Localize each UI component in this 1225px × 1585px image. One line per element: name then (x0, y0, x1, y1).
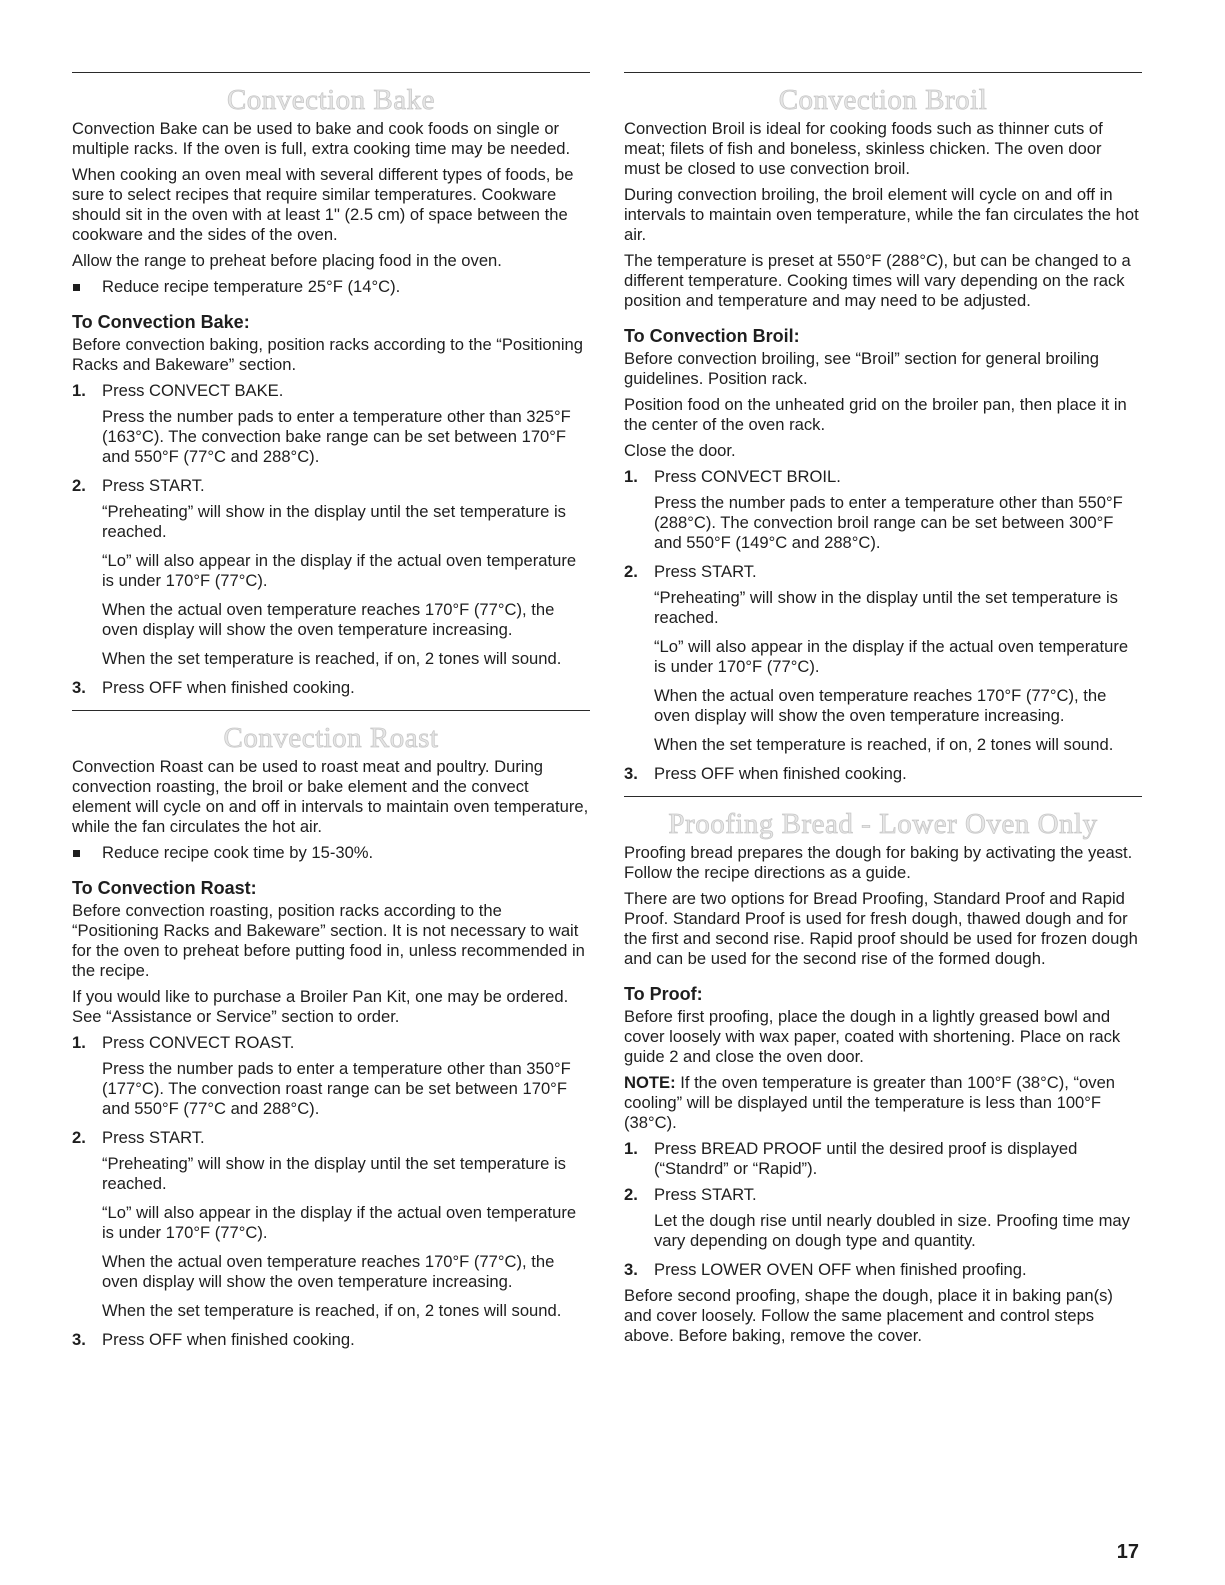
step-item (72, 381, 590, 401)
step-text: Press START. (102, 1128, 205, 1147)
step-detail: When the set temperature is reached, if on, 2 tones will sound. (102, 1301, 562, 1320)
step-detail: “Preheating” will show in the display until the set temperature is reached. (102, 502, 566, 541)
bullet-item (72, 843, 590, 863)
note-label: NOTE: (624, 1073, 676, 1092)
paragraph: Before second proofing, shape the dough, place it in baking pan(s) and cover loosely. Follow the same placement and control steps above. Before baking, remove the cover. (624, 1286, 1113, 1345)
step-detail: “Lo” will also appear in the display if the actual oven temperature is under 170°F (77°C). (654, 637, 1129, 676)
left-column (72, 0, 590, 1356)
step-item (72, 476, 590, 496)
step-text: Press START. (654, 562, 757, 581)
step-number: 2. (624, 1185, 638, 1204)
subheading-to-convection-roast: To Convection Roast: (72, 878, 257, 898)
page-number: 17 (1116, 1541, 1139, 1563)
step-detail: “Preheating” will show in the display until the set temperature is reached. (654, 588, 1118, 627)
paragraph: Convection Bake can be used to bake and cook foods on single or multiple racks. If the oven is full, extra cooking time may be needed. (72, 119, 571, 158)
step-number: 2. (72, 1128, 86, 1147)
step-detail: When the set temperature is reached, if on, 2 tones will sound. (654, 735, 1114, 754)
step-number: 3. (72, 678, 86, 697)
step-item (624, 764, 1142, 784)
step-text: Press CONVECT BROIL. (654, 467, 841, 486)
paragraph: If you would like to purchase a Broiler Pan Kit, one may be ordered. See “Assistance or Service” section to order. (72, 987, 569, 1026)
step-number: 2. (624, 562, 638, 581)
paragraph: Position food on the unheated grid on the broiler pan, then place it in the center of the oven rack. (624, 395, 1127, 434)
square-bullet-icon (73, 850, 80, 857)
section-divider (72, 72, 590, 73)
paragraph: Before convection broiling, see “Broil” section for general broiling guidelines. Position rack. (624, 349, 1100, 388)
step-number: 3. (624, 764, 638, 783)
section-divider (624, 796, 1142, 797)
subheading-to-proof: To Proof: (624, 984, 703, 1004)
paragraph: Before convection baking, position racks according to the “Positioning Racks and Bakeware” section. (72, 335, 584, 374)
step-item (72, 1330, 590, 1350)
step-number: 2. (72, 476, 86, 495)
step-number: 3. (624, 1260, 638, 1279)
section-title-convection-broil: Convection Broil (778, 84, 988, 116)
step-text: Press START. (654, 1185, 757, 1204)
subheading-to-convection-bake: To Convection Bake: (72, 312, 250, 332)
step-item (72, 678, 590, 698)
step-item (624, 562, 1142, 582)
step-number: 1. (624, 1139, 638, 1158)
step-number: 3. (72, 1330, 86, 1349)
paragraph: Before first proofing, place the dough in a lightly greased bowl and cover loosely with wax paper, coated with shortening. Place on rack guide 2 and close the oven door. (624, 1007, 1121, 1066)
step-item (624, 467, 1142, 487)
step-item (624, 1139, 1142, 1179)
step-detail: Press the number pads to enter a temperature other than 325°F (163°C). The convection bake range can be set between 170°F and 550°F (77°C and 288°C). (102, 407, 571, 466)
step-detail: “Lo” will also appear in the display if the actual oven temperature is under 170°F (77°C). (102, 1203, 577, 1242)
step-detail: When the actual oven temperature reaches 170°F (77°C), the oven display will show the oven temperature increasing. (102, 1252, 555, 1291)
step-number: 1. (72, 1033, 86, 1052)
right-column (624, 0, 1142, 1352)
step-item (72, 1033, 590, 1053)
bullet-text: Reduce recipe temperature 25°F (14°C). (102, 277, 401, 296)
step-detail: Let the dough rise until nearly doubled in size. Proofing time may vary depending on dough type and quantity. (654, 1211, 1130, 1250)
note-text: If the oven temperature is greater than 100°F (38°C), “oven cooling” will be displayed until the temperature is less than 100°F (38°C). (624, 1073, 1116, 1132)
step-text: Press CONVECT BAKE. (102, 381, 284, 400)
section-divider (624, 72, 1142, 73)
bullet-text: Reduce recipe cook time by 15-30%. (102, 843, 374, 862)
paragraph: Close the door. (624, 441, 736, 460)
step-detail: “Preheating” will show in the display until the set temperature is reached. (102, 1154, 566, 1193)
step-detail: When the actual oven temperature reaches 170°F (77°C), the oven display will show the oven temperature increasing. (654, 686, 1107, 725)
paragraph: Convection Broil is ideal for cooking foods such as thinner cuts of meat; filets of fish and boneless, skinless chicken. The oven door must be closed to use convection broil. (624, 119, 1103, 178)
step-detail: “Lo” will also appear in the display if the actual oven temperature is under 170°F (77°C). (102, 551, 577, 590)
step-number: 1. (624, 467, 638, 486)
step-text: Press OFF when finished cooking. (102, 678, 355, 697)
paragraph: There are two options for Bread Proofing, Standard Proof and Rapid Proof. Standard Proof is used for fresh dough, thawed dough and for the first and second rise. Rapid proof should be used for frozen dough and can be used for the second rise of the formed dough. (624, 889, 1138, 968)
step-detail: Press the number pads to enter a temperature other than 350°F (177°C). The convection roast range can be set between 170°F and 550°F (77°C and 288°C). (102, 1059, 571, 1118)
step-text: Press OFF when finished cooking. (102, 1330, 355, 1349)
step-text: Press START. (102, 476, 205, 495)
step-item (624, 1185, 1142, 1205)
square-bullet-icon (73, 284, 80, 291)
section-title-convection-bake: Convection Bake (226, 84, 436, 116)
step-text: Press OFF when finished cooking. (654, 764, 907, 783)
step-item (624, 1260, 1142, 1280)
step-item (72, 1128, 590, 1148)
step-text: Press CONVECT ROAST. (102, 1033, 295, 1052)
note-paragraph (624, 1073, 1142, 1133)
section-divider (72, 710, 590, 711)
step-number: 1. (72, 381, 86, 400)
step-text: Press LOWER OVEN OFF when finished proofing. (654, 1260, 1027, 1279)
step-detail: Press the number pads to enter a temperature other than 550°F (288°C). The convection broil range can be set between 300°F and 550°F (149°C and 288°C). (654, 493, 1123, 552)
section-title-proofing-bread: Proofing Bread - Lower Oven Only (668, 808, 1098, 840)
paragraph: The temperature is preset at 550°F (288°C), but can be changed to a different temperature. Cooking times will vary depending on the rack position and temperature and may need to be adjusted. (624, 251, 1131, 310)
step-detail: When the actual oven temperature reaches 170°F (77°C), the oven display will show the oven temperature increasing. (102, 600, 555, 639)
bullet-item (72, 277, 590, 297)
paragraph: During convection broiling, the broil element will cycle on and off in intervals to maintain oven temperature, while the fan circulates the hot air. (624, 185, 1139, 244)
paragraph: Before convection roasting, position racks according to the “Positioning Racks and Bakeware” section. It is not necessary to wait for the oven to preheat before putting food in, unless recommended in the recipe. (72, 901, 585, 980)
paragraph: When cooking an oven meal with several different types of foods, be sure to select recipes that require similar temperatures. Cookware should sit in the oven with at least 1" (2.5 cm) of space between the cookware and the sides of the oven. (72, 165, 574, 244)
step-detail: When the set temperature is reached, if on, 2 tones will sound. (102, 649, 562, 668)
section-title-convection-roast: Convection Roast (223, 722, 439, 754)
paragraph: Convection Roast can be used to roast meat and poultry. During convection roasting, the broil or bake element and the convect element will cycle on and off in intervals to maintain oven temperature, while the fan circulates the hot air. (72, 757, 589, 836)
paragraph: Proofing bread prepares the dough for baking by activating the yeast. Follow the recipe directions as a guide. (624, 843, 1133, 882)
paragraph: Allow the range to preheat before placing food in the oven. (72, 251, 502, 270)
subheading-to-convection-broil: To Convection Broil: (624, 326, 800, 346)
step-text: Press BREAD PROOF until the desired proof is displayed (“Standrd” or “Rapid”). (654, 1139, 1078, 1178)
